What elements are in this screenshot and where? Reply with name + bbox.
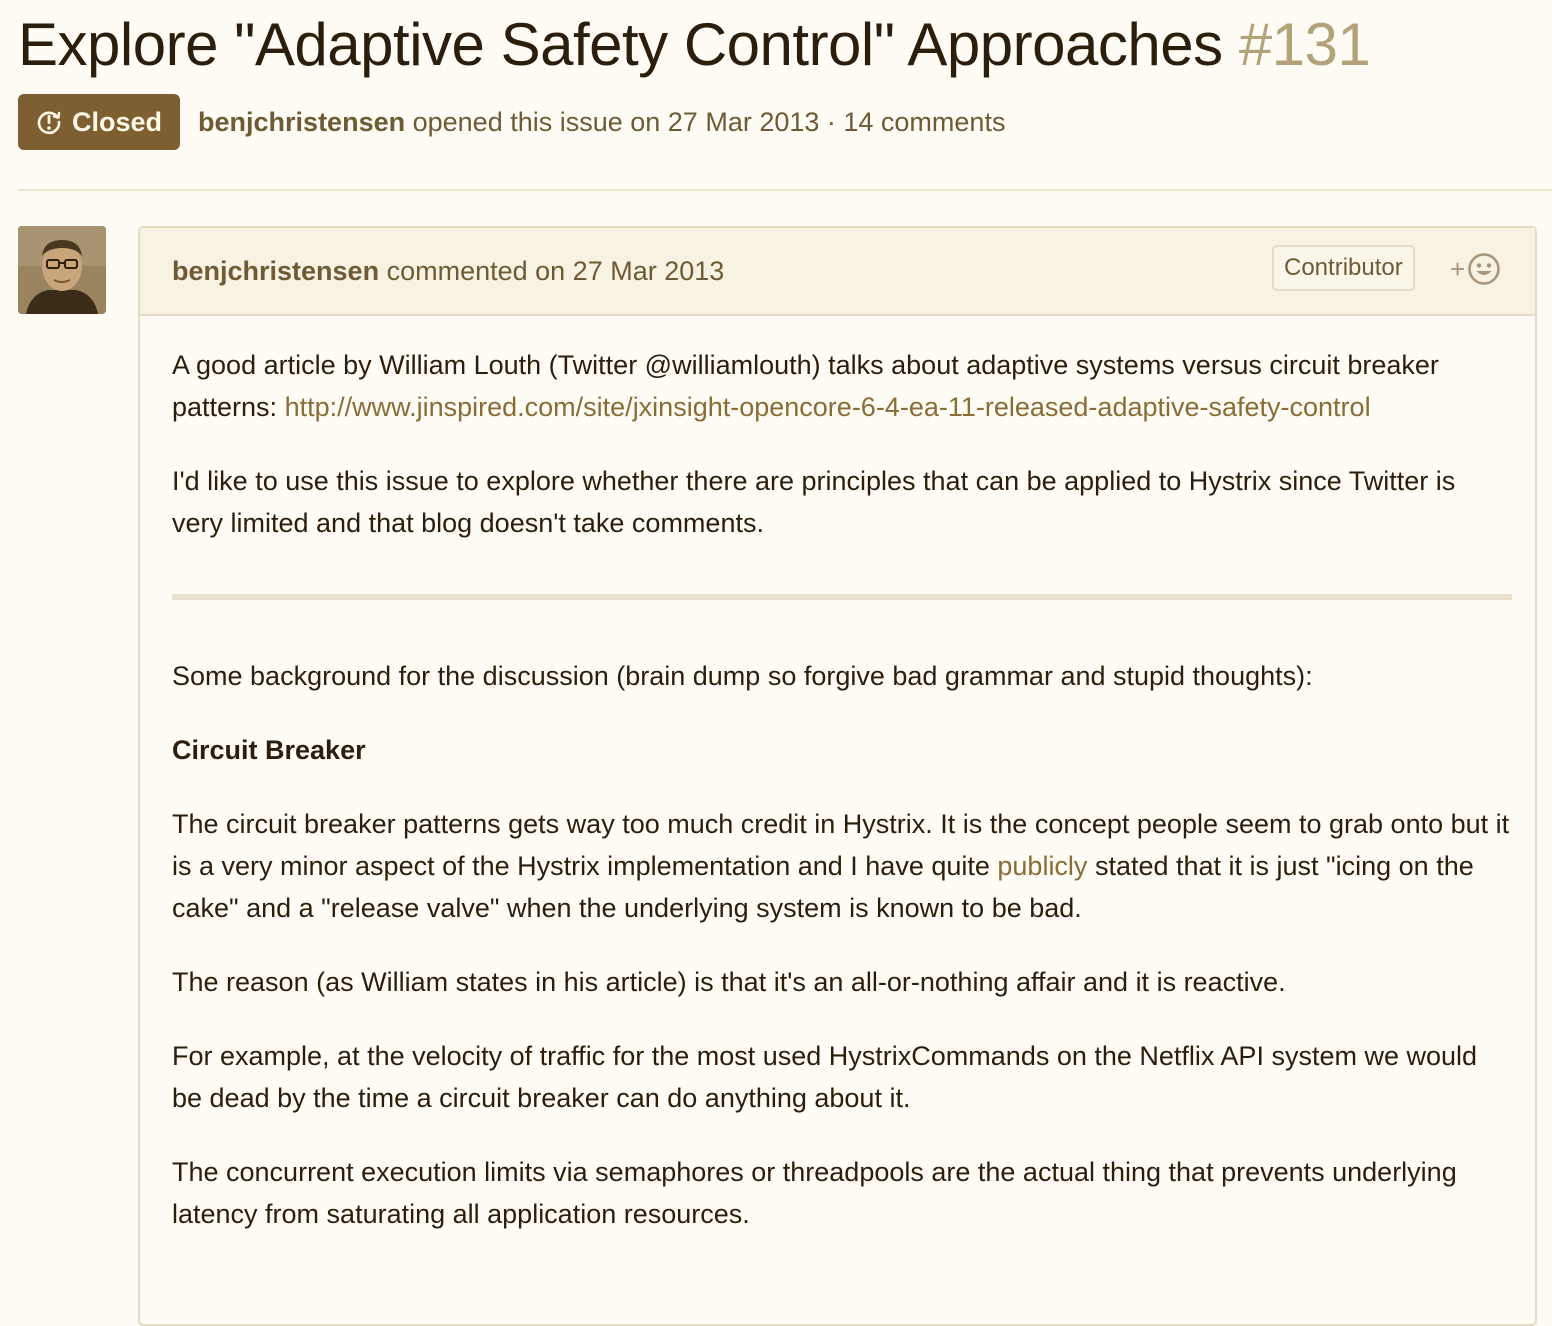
paragraph-example: For example, at the velocity of traffic for the most used HystrixCommands on the Netflix API system we would be dead by the time a circuit breaker can do anything about it. (172, 1041, 1478, 1113)
contributor-badge: Contributor (1272, 245, 1415, 291)
add-reaction-button[interactable] (1450, 252, 1501, 286)
comment-box (138, 226, 1537, 1326)
publicly-link[interactable]: publicly (997, 851, 1088, 881)
article-link[interactable]: http://www.jinspired.com/site/jxinsight-opencore-6-4-ea-11-released-adaptive-safety-control (284, 392, 1371, 422)
comment-meta (172, 256, 724, 287)
comment-header (140, 228, 1535, 316)
section-heading: Circuit Breaker (172, 735, 366, 765)
comment-date-link[interactable]: commented on 27 Mar 2013 (386, 255, 725, 286)
paragraph-concurrency: The concurrent execution limits via semaphores or threadpools are the actual thing that prevents underlying latency from saturating all application resources. (172, 1157, 1457, 1229)
state-label: Closed (72, 106, 163, 137)
smiley-icon (1467, 252, 1501, 286)
issue-meta-text (198, 107, 1005, 138)
issue-closed-icon (34, 107, 64, 137)
issue-title (18, 8, 1370, 82)
avatar[interactable] (18, 226, 106, 314)
issue-meta (18, 94, 1005, 150)
cb-text-before: The circuit breaker patterns gets way too much credit in Hystrix. It is the concept people seem to grab onto but it is a very minor aspect of the Hystrix implementation and I have quite (172, 809, 1510, 881)
state-badge (18, 94, 180, 150)
issue-opened-text: opened this issue on 27 Mar 2013 · 14 comments (412, 106, 1006, 137)
comment-author-link[interactable]: benjchristensen (172, 255, 380, 286)
plus-label: + (1450, 253, 1466, 284)
cb-text-after: stated that it is just "icing on the cake" and a "release valve" when the underlying system is known to be bad. (172, 851, 1474, 923)
header-divider (18, 189, 1552, 191)
paragraph-background: Some background for the discussion (brain dump so forgive bad grammar and stupid thoughts): (172, 661, 1313, 691)
issue-title-text: Explore "Adaptive Safety Control" Approaches (18, 11, 1223, 78)
issue-number: #131 (1238, 11, 1371, 78)
intro-text: A good article by William Louth (Twitter @williamlouth) talks about adaptive systems versus circuit breaker patterns: (172, 350, 1439, 422)
paragraph-intro (172, 344, 1512, 428)
paragraph-reason: The reason (as William states in his article) is that it's an all-or-nothing affair and it is reactive. (172, 967, 1286, 997)
issue-author-link[interactable]: benjchristensen (198, 106, 406, 137)
paragraph-purpose: I'd like to use this issue to explore whether there are principles that can be applied to Hystrix since Twitter is very limited and that blog doesn't take comments. (172, 466, 1456, 538)
paragraph-circuit-breaker (172, 803, 1512, 929)
section-divider (172, 594, 1512, 600)
comment-body (172, 316, 1512, 1235)
